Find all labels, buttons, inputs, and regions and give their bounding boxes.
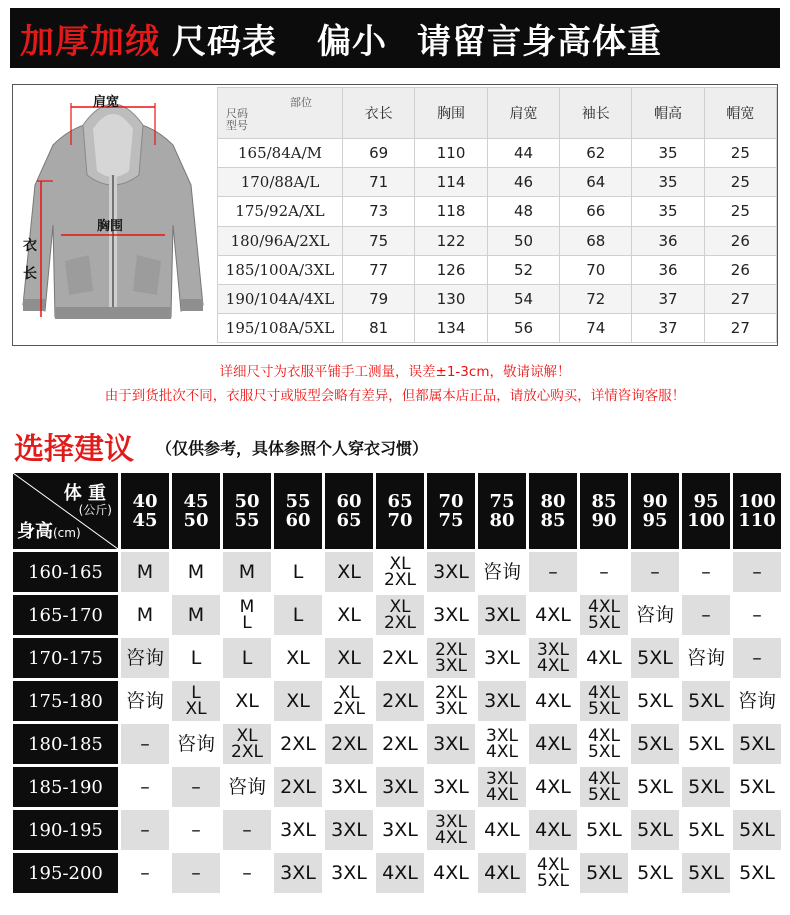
size-row: [218, 197, 777, 226]
size-value: 114: [415, 168, 488, 197]
recommended-size-cell: M: [172, 595, 220, 635]
header-cell: 衣长: [343, 88, 415, 139]
recommended-size-cell: 3XL: [325, 767, 373, 807]
recommended-size-cell: 4XL 5XL: [580, 767, 628, 807]
weight-range-header: 50 55: [223, 473, 271, 549]
recommended-size-cell: 5XL: [733, 810, 781, 850]
recommended-size-cell: 5XL: [631, 681, 679, 721]
size-value: 66: [560, 197, 632, 226]
recommended-size-cell: 5XL: [631, 638, 679, 678]
size-value: 25: [704, 139, 776, 168]
size-value: 26: [704, 226, 776, 255]
size-value: 52: [487, 255, 559, 284]
recommended-size-cell: –: [682, 552, 730, 592]
size-value: 27: [704, 284, 776, 313]
recommended-size-cell: 3XL: [427, 552, 475, 592]
recommended-size-cell: 3XL: [325, 853, 373, 893]
grid-header-row: [13, 473, 781, 549]
recommended-size-cell: 咨询: [172, 724, 220, 764]
height-label: 身高(cm): [17, 521, 81, 542]
title-banner: [10, 8, 780, 68]
size-value: 118: [415, 197, 488, 226]
size-value: 26: [704, 255, 776, 284]
size-label: 175/92A/XL: [218, 197, 343, 226]
recommended-size-cell: –: [172, 767, 220, 807]
recommended-size-cell: 3XL: [376, 810, 424, 850]
recommended-size-cell: 4XL: [529, 595, 577, 635]
weight-range-header: 40 45: [121, 473, 169, 549]
length-label-top: 衣: [23, 238, 37, 254]
recommended-size-cell: 4XL 5XL: [580, 681, 628, 721]
recommended-size-cell: –: [733, 595, 781, 635]
recommended-size-cell: 3XL: [427, 595, 475, 635]
size-value: 69: [343, 139, 415, 168]
recommended-size-cell: –: [580, 552, 628, 592]
header-cell: 帽宽: [704, 88, 776, 139]
recommended-size-cell: 2XL 3XL: [427, 681, 475, 721]
recommended-size-cell: 3XL 4XL: [529, 638, 577, 678]
size-value: 74: [560, 314, 632, 343]
size-value: 27: [704, 314, 776, 343]
recommended-size-cell: 2XL: [274, 724, 322, 764]
recommended-size-cell: –: [631, 552, 679, 592]
recommended-size-cell: 咨询: [223, 767, 271, 807]
size-value: 44: [487, 139, 559, 168]
recommended-size-cell: 5XL: [733, 724, 781, 764]
size-label: 185/100A/3XL: [218, 255, 343, 284]
recommended-size-cell: 5XL: [682, 724, 730, 764]
weight-range-header: 90 95: [631, 473, 679, 549]
size-value: 71: [343, 168, 415, 197]
recommended-size-cell: –: [121, 853, 169, 893]
measurement-note: 详细尺寸为衣服平铺手工测量，误差±1-3cm，敬请谅解！: [219, 364, 571, 380]
size-value: 37: [632, 314, 704, 343]
recommended-size-cell: M L: [223, 595, 271, 635]
recommended-size-cell: 3XL 4XL: [478, 724, 526, 764]
height-range-label: 195-200: [13, 853, 118, 893]
height-row: [13, 810, 781, 850]
height-row: [13, 724, 781, 764]
recommended-size-cell: L: [274, 595, 322, 635]
chest-label: 胸围: [97, 219, 124, 234]
recommended-size-cell: 4XL: [478, 853, 526, 893]
recommended-size-cell: 4XL: [529, 681, 577, 721]
size-value: 35: [632, 197, 704, 226]
weight-range-header: 95 100: [682, 473, 730, 549]
selection-subtitle: （仅供参考，具体参照个人穿衣习惯）: [156, 439, 429, 458]
recommended-size-cell: XL 2XL: [325, 681, 373, 721]
recommended-size-cell: XL 2XL: [376, 552, 424, 592]
recommended-size-cell: XL: [325, 552, 373, 592]
recommended-size-cell: 5XL: [631, 810, 679, 850]
recommended-size-cell: 2XL: [325, 724, 373, 764]
recommended-size-cell: 4XL: [427, 853, 475, 893]
size-value: 46: [487, 168, 559, 197]
size-value: 64: [560, 168, 632, 197]
size-value: 35: [632, 139, 704, 168]
recommended-size-cell: L XL: [172, 681, 220, 721]
shoulder-label: 肩宽: [93, 95, 120, 110]
header-cell: 袖长: [560, 88, 632, 139]
recommended-size-cell: 5XL: [631, 724, 679, 764]
grid-corner: [13, 473, 118, 549]
height-range-label: 160-165: [13, 552, 118, 592]
size-value: 56: [487, 314, 559, 343]
recommended-size-cell: 4XL: [580, 638, 628, 678]
recommended-size-cell: –: [682, 595, 730, 635]
recommended-size-cell: 3XL: [274, 853, 322, 893]
recommended-size-cell: XL: [325, 638, 373, 678]
weight-range-header: 100 110: [733, 473, 781, 549]
height-row: [13, 767, 781, 807]
recommended-size-cell: 5XL: [631, 767, 679, 807]
height-row: [13, 681, 781, 721]
size-row: [218, 139, 777, 168]
recommended-size-cell: L: [274, 552, 322, 592]
height-row: [13, 595, 781, 635]
weight-range-header: 85 90: [580, 473, 628, 549]
recommended-size-cell: 3XL 4XL: [427, 810, 475, 850]
recommended-size-cell: –: [172, 853, 220, 893]
recommended-size-cell: XL: [274, 638, 322, 678]
header-cell: 帽高: [632, 88, 704, 139]
size-value: 37: [632, 284, 704, 313]
recommended-size-cell: –: [733, 552, 781, 592]
banner-red-text: 加厚加绒: [20, 21, 160, 62]
banner-note-small: 偏小: [317, 21, 387, 62]
corner-size-label: 尺码 型号: [226, 107, 248, 132]
size-value: 54: [487, 284, 559, 313]
size-row: [218, 255, 777, 284]
batch-note: 由于到货批次不同，衣服尺寸或版型会略有差异，但都属本店正品，请放心购买，详情咨询客服！: [104, 388, 686, 404]
recommended-size-cell: L: [223, 638, 271, 678]
size-value: 50: [487, 226, 559, 255]
corner-part-label: 部位: [290, 96, 312, 109]
size-label: 165/84A/M: [218, 139, 343, 168]
size-value: 73: [343, 197, 415, 226]
height-range-label: 190-195: [13, 810, 118, 850]
recommended-size-cell: 咨询: [682, 638, 730, 678]
size-value: 77: [343, 255, 415, 284]
recommended-size-cell: 咨询: [733, 681, 781, 721]
weight-label: 体 重: [63, 483, 106, 504]
size-value: 35: [632, 168, 704, 197]
recommended-size-cell: L: [172, 638, 220, 678]
weight-range-header: 65 70: [376, 473, 424, 549]
size-label: 180/96A/2XL: [218, 226, 343, 255]
height-range-label: 180-185: [13, 724, 118, 764]
size-value: 110: [415, 139, 488, 168]
recommended-size-cell: 4XL 5XL: [580, 724, 628, 764]
recommended-size-cell: XL: [274, 681, 322, 721]
recommended-size-cell: 2XL: [274, 767, 322, 807]
weight-range-header: 55 60: [274, 473, 322, 549]
recommended-size-cell: –: [223, 853, 271, 893]
recommended-size-cell: 5XL: [682, 853, 730, 893]
recommended-size-cell: –: [223, 810, 271, 850]
height-row: [13, 853, 781, 893]
height-range-label: 175-180: [13, 681, 118, 721]
recommended-size-cell: 3XL: [478, 681, 526, 721]
size-value: 36: [632, 226, 704, 255]
size-value: 122: [415, 226, 488, 255]
recommended-size-cell: 4XL: [529, 810, 577, 850]
selection-title: 选择建议: [14, 432, 134, 467]
recommended-size-cell: 5XL: [682, 810, 730, 850]
weight-unit: (公斤): [78, 503, 112, 517]
height-range-label: 165-170: [13, 595, 118, 635]
recommended-size-cell: 5XL: [733, 853, 781, 893]
recommended-size-cell: 5XL: [733, 767, 781, 807]
recommended-size-cell: –: [121, 767, 169, 807]
size-value: 25: [704, 168, 776, 197]
weight-range-header: 70 75: [427, 473, 475, 549]
size-table-header: [218, 88, 777, 139]
size-value: 130: [415, 284, 488, 313]
recommended-size-cell: XL 2XL: [223, 724, 271, 764]
recommended-size-cell: 3XL: [376, 767, 424, 807]
size-recommendation-grid: [10, 470, 784, 896]
size-value: 81: [343, 314, 415, 343]
size-value: 134: [415, 314, 488, 343]
size-row: [218, 314, 777, 343]
weight-range-header: 75 80: [478, 473, 526, 549]
size-row: [218, 168, 777, 197]
recommended-size-cell: 3XL: [478, 595, 526, 635]
recommended-size-cell: –: [733, 638, 781, 678]
recommended-size-cell: 4XL: [529, 767, 577, 807]
recommended-size-cell: 咨询: [121, 638, 169, 678]
size-value: 79: [343, 284, 415, 313]
size-value: 48: [487, 197, 559, 226]
recommended-size-cell: 3XL: [478, 638, 526, 678]
weight-range-header: 80 85: [529, 473, 577, 549]
size-value: 75: [343, 226, 415, 255]
recommended-size-cell: M: [121, 595, 169, 635]
recommended-size-cell: 5XL: [631, 853, 679, 893]
recommended-size-cell: 咨询: [121, 681, 169, 721]
recommended-size-cell: 4XL: [376, 853, 424, 893]
size-value: 126: [415, 255, 488, 284]
recommended-size-cell: 3XL: [274, 810, 322, 850]
recommended-size-cell: 5XL: [580, 853, 628, 893]
recommended-size-cell: 4XL: [529, 724, 577, 764]
size-label: 195/108A/5XL: [218, 314, 343, 343]
size-value: 36: [632, 255, 704, 284]
height-row: [13, 552, 781, 592]
recommended-size-cell: 4XL 5XL: [580, 595, 628, 635]
recommended-size-cell: M: [223, 552, 271, 592]
size-value: 62: [560, 139, 632, 168]
recommended-size-cell: M: [121, 552, 169, 592]
size-row: [218, 226, 777, 255]
banner-title: 尺码表: [172, 21, 277, 62]
recommended-size-cell: 2XL: [376, 638, 424, 678]
weight-range-header: 60 65: [325, 473, 373, 549]
recommended-size-cell: XL: [223, 681, 271, 721]
size-value: 68: [560, 226, 632, 255]
size-value: 70: [560, 255, 632, 284]
recommended-size-cell: 2XL 3XL: [427, 638, 475, 678]
height-range-label: 185-190: [13, 767, 118, 807]
weight-range-header: 45 50: [172, 473, 220, 549]
header-cell: 肩宽: [487, 88, 559, 139]
recommended-size-cell: 4XL: [478, 810, 526, 850]
banner-note-message: 请留言身高体重: [417, 21, 662, 62]
size-chart: [12, 84, 778, 346]
size-table: [217, 87, 777, 343]
length-label-bottom: 长: [23, 266, 37, 282]
recommended-size-cell: 3XL: [427, 724, 475, 764]
height-range-label: 170-175: [13, 638, 118, 678]
recommended-size-cell: 咨询: [631, 595, 679, 635]
recommended-size-cell: XL: [325, 595, 373, 635]
recommended-size-cell: –: [121, 724, 169, 764]
size-table-corner: [218, 88, 343, 139]
recommended-size-cell: 2XL: [376, 681, 424, 721]
recommended-size-cell: 5XL: [682, 767, 730, 807]
recommended-size-cell: 咨询: [478, 552, 526, 592]
size-value: 25: [704, 197, 776, 226]
header-cell: 胸围: [415, 88, 488, 139]
recommended-size-cell: XL 2XL: [376, 595, 424, 635]
size-label: 170/88A/L: [218, 168, 343, 197]
recommended-size-cell: 5XL: [682, 681, 730, 721]
size-row: [218, 284, 777, 313]
recommended-size-cell: 3XL: [325, 810, 373, 850]
recommended-size-cell: –: [172, 810, 220, 850]
recommended-size-cell: 3XL: [427, 767, 475, 807]
recommended-size-cell: M: [172, 552, 220, 592]
recommended-size-cell: 4XL 5XL: [529, 853, 577, 893]
recommended-size-cell: 3XL 4XL: [478, 767, 526, 807]
size-value: 72: [560, 284, 632, 313]
recommended-size-cell: –: [529, 552, 577, 592]
size-label: 190/104A/4XL: [218, 284, 343, 313]
height-row: [13, 638, 781, 678]
recommended-size-cell: 5XL: [580, 810, 628, 850]
recommended-size-cell: –: [121, 810, 169, 850]
recommended-size-cell: 2XL: [376, 724, 424, 764]
